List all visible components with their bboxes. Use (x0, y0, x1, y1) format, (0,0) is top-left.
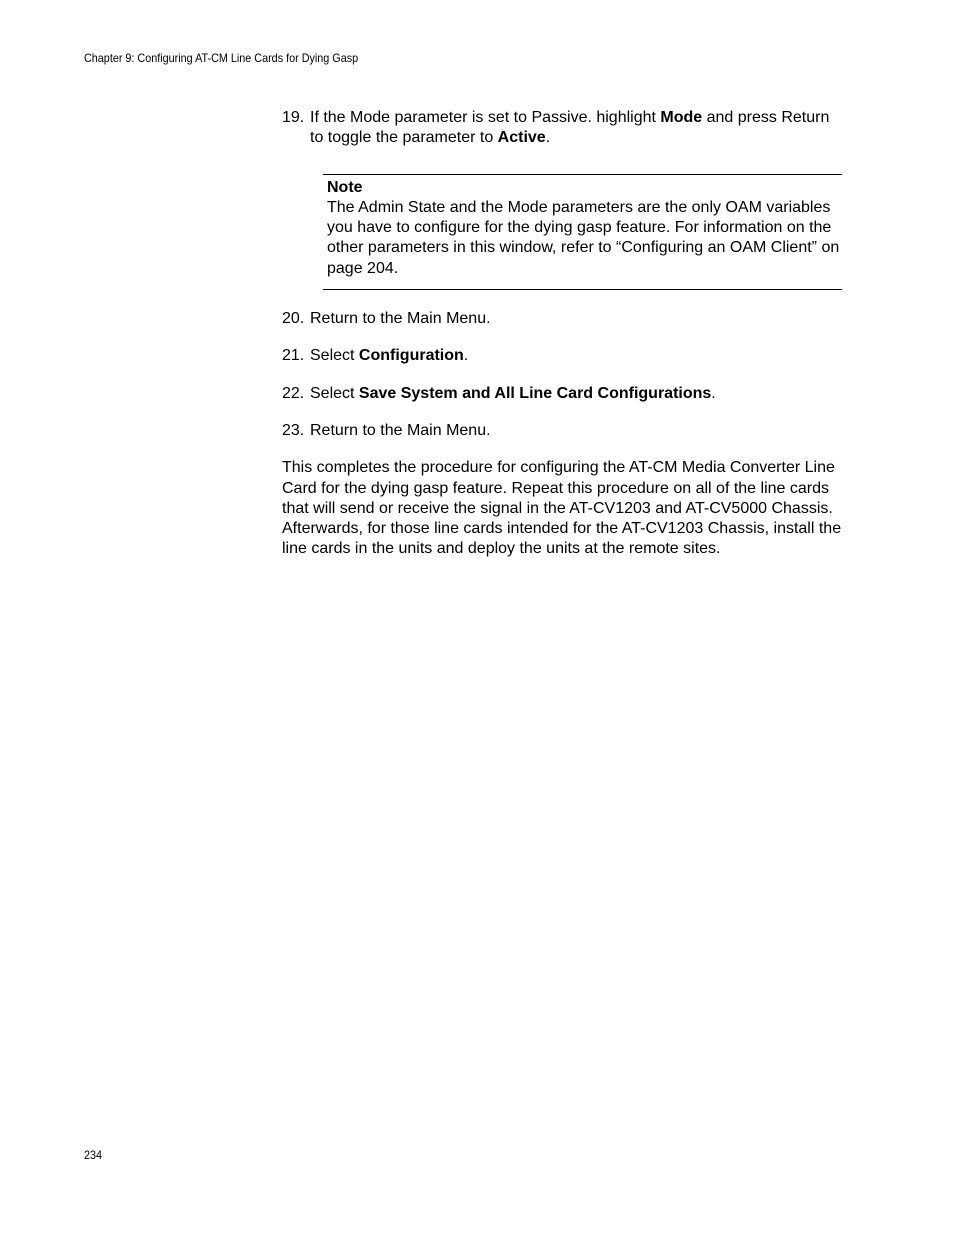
note-box (323, 174, 842, 290)
step-text: If the Mode parameter is set to Passive. highlight (310, 109, 661, 126)
note-title: Note (327, 178, 363, 196)
step-number: 20. (282, 310, 305, 328)
step-number: 21. (282, 347, 305, 365)
step-text: Select (310, 347, 359, 365)
step-text: . (463, 347, 469, 365)
page-content (282, 108, 842, 560)
step-text: . (711, 384, 716, 402)
step-text: Return to the Main Menu. (310, 421, 491, 439)
step-text: and press Return to toggle the parameter to (310, 109, 830, 147)
step-number: 19. (282, 109, 305, 126)
closing-paragraph: This completes the procedure for configuring the AT-CM Media Converter Line Card for the dying gasp feature. Repeat this procedure on all of the line cards that will send or receive the signal in the AT-CV1203 and AT-CV5000 Chassis. Afterwards, for those line cards intended for the AT-CV1203 Chassis, install the line cards in the units and deploy the units at the remote sites. (282, 459, 842, 558)
step-bold-term: Save System and All Line Card Configurations (358, 384, 712, 402)
step-bold-term: Configuration (358, 347, 464, 365)
step-23 (282, 421, 842, 441)
step-22 (282, 384, 842, 404)
step-number: 23. (282, 421, 305, 439)
step-number: 22. (282, 384, 305, 402)
step-20 (282, 309, 842, 329)
step-21 (282, 346, 842, 366)
step-bold-term: Mode (660, 109, 703, 126)
step-19 (282, 108, 842, 149)
step-text: Select (310, 384, 359, 402)
step-text: . (545, 129, 551, 147)
running-header: Chapter 9: Configuring AT-CM Line Cards for Dying Gasp (84, 51, 359, 65)
step-bold-term: Active (497, 129, 546, 147)
step-text: Return to the Main Menu. (310, 310, 491, 328)
page-number: 234 (84, 1148, 103, 1162)
note-body: The Admin State and the Mode parameters are the only OAM variables you have to configure for the dying gasp feature. For information on the other parameters in this window, refer to “Configuring an OAM Client” on page 204. (327, 198, 840, 277)
